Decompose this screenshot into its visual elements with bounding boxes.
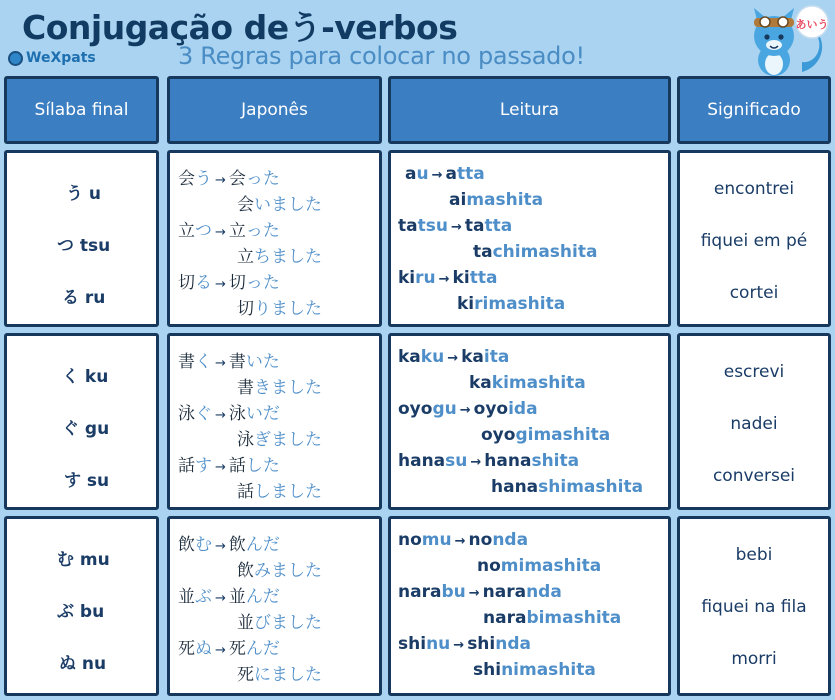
japanese-cell bbox=[167, 150, 382, 327]
logo-text: WeXpats bbox=[26, 50, 96, 66]
japanese-line: 並びました bbox=[237, 613, 322, 633]
japanese-line: 立つ → 立った bbox=[178, 221, 280, 241]
reading-line: nomimashita bbox=[477, 556, 602, 576]
japanese-line: 会いました bbox=[237, 195, 322, 215]
reading-line: oyogimashita bbox=[481, 425, 611, 445]
meaning-cell bbox=[677, 150, 831, 327]
reading-line: tachimashita bbox=[473, 242, 598, 262]
syllable-row: む mu bbox=[57, 550, 110, 570]
badge-text: あいう bbox=[795, 18, 829, 31]
reading-line: kiru → kitta bbox=[398, 268, 498, 288]
reading-line: oyogu → oyoida bbox=[398, 399, 538, 419]
meaning-text: fiquei em pé bbox=[700, 231, 808, 251]
logo bbox=[8, 50, 96, 66]
page-subtitle: 3 Regras para colocar no passado! bbox=[178, 42, 585, 70]
japanese-cell bbox=[167, 333, 382, 510]
meaning-text: encontrei bbox=[713, 179, 795, 199]
col-header-japanese: Japonês bbox=[167, 76, 382, 144]
reading-line: au → atta bbox=[405, 164, 485, 184]
syllable-row: ぬ nu bbox=[59, 654, 107, 674]
japanese-line: 話しました bbox=[237, 482, 322, 502]
japanese-line: 並ぶ → 並んだ bbox=[178, 587, 280, 607]
japanese-line: 泳ぐ → 泳いだ bbox=[178, 404, 280, 424]
syllable-row: る ru bbox=[62, 288, 106, 308]
meaning-text: conversei bbox=[712, 466, 796, 486]
japanese-line: 飲む → 飲んだ bbox=[178, 535, 280, 555]
japanese-line: 書く → 書いた bbox=[178, 352, 280, 372]
reading-line: aimashita bbox=[449, 190, 544, 210]
meaning-text: bebi bbox=[735, 545, 773, 565]
syllable-cell bbox=[4, 150, 159, 327]
reading-cell bbox=[388, 150, 671, 327]
japanese-cell bbox=[167, 516, 382, 696]
reading-line: narabu → naranda bbox=[398, 582, 562, 602]
globe-icon bbox=[8, 51, 23, 66]
reading-cell bbox=[388, 333, 671, 510]
reading-line: nomu → nonda bbox=[398, 530, 529, 550]
col-header-reading: Leitura bbox=[388, 76, 671, 144]
japanese-line: 切る → 切った bbox=[178, 273, 280, 293]
syllable-row: く ku bbox=[62, 367, 109, 387]
japanese-line: 話す → 話した bbox=[178, 456, 280, 476]
meaning-text: morri bbox=[731, 649, 777, 669]
col-header-syllable: Sílaba final bbox=[4, 76, 159, 144]
syllable-row: ぶ bu bbox=[57, 602, 105, 622]
page-title: Conjugação deう-verbos bbox=[22, 8, 458, 47]
syllable-cell bbox=[4, 333, 159, 510]
japanese-line: 死ぬ → 死んだ bbox=[178, 639, 280, 659]
japanese-line: 立ちました bbox=[237, 247, 322, 267]
reading-line: hanashimashita bbox=[491, 477, 644, 497]
meaning-cell bbox=[677, 333, 831, 510]
squirrel-mascot-icon bbox=[732, 2, 832, 80]
col-header-meaning: Significado bbox=[677, 76, 831, 144]
meaning-cell bbox=[677, 516, 831, 696]
reading-line: shinu → shinda bbox=[398, 634, 531, 654]
reading-line: tatsu → tatta bbox=[398, 216, 513, 236]
reading-cell bbox=[388, 516, 671, 696]
reading-line: narabimashita bbox=[483, 608, 622, 628]
reading-line: kakimashita bbox=[469, 373, 586, 393]
syllable-row: つ tsu bbox=[57, 236, 111, 256]
japanese-line: 飲みました bbox=[237, 561, 322, 581]
japanese-line: 切りました bbox=[237, 299, 322, 319]
japanese-line: 泳ぎました bbox=[237, 430, 322, 450]
reading-line: kaku → kaita bbox=[398, 347, 510, 367]
reading-line: hanasu → hanashita bbox=[398, 451, 580, 471]
syllable-row: す su bbox=[64, 471, 110, 491]
meaning-text: cortei bbox=[729, 283, 779, 303]
meaning-text: escrevi bbox=[723, 362, 785, 382]
japanese-line: 会う → 会った bbox=[178, 169, 280, 189]
japanese-line: 死にました bbox=[237, 665, 322, 685]
meaning-text: nadei bbox=[730, 414, 778, 434]
syllable-cell bbox=[4, 516, 159, 696]
reading-line: shinimashita bbox=[473, 660, 596, 680]
syllable-row: ぐ gu bbox=[62, 419, 110, 439]
reading-line: kirimashita bbox=[457, 294, 566, 314]
meaning-text: fiquei na fila bbox=[701, 597, 807, 617]
syllable-row: う u bbox=[66, 184, 102, 204]
japanese-line: 書きました bbox=[237, 378, 322, 398]
